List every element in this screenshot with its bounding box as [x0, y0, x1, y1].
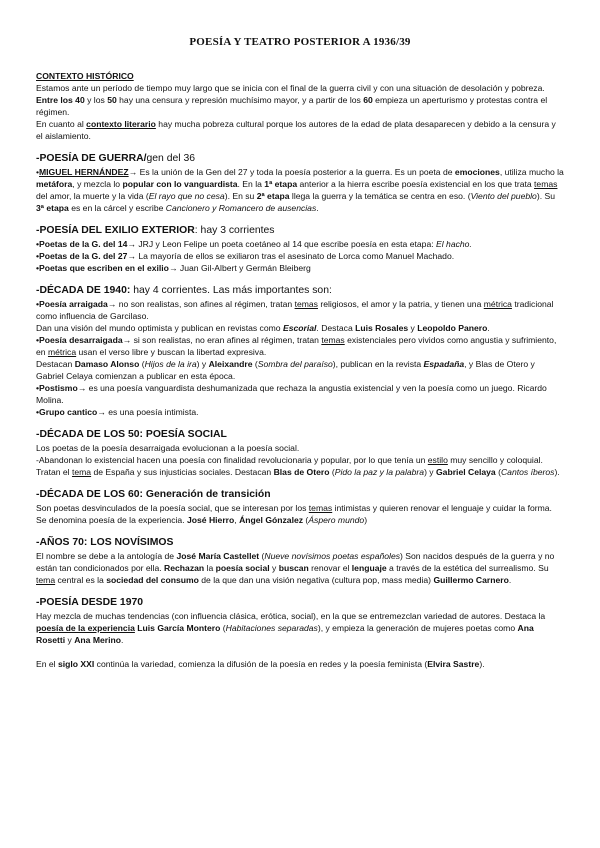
section-desde-1970 [36, 596, 564, 670]
a70-heading: -AÑOS 70: LOS NOVÍSIMOS [36, 537, 174, 548]
section-contexto [36, 70, 564, 142]
d1940-destacan: Destacan Damaso Alonso (Hijos de la ira) y Aleixandre (Sombra del paraíso), publican en la revista Espadaña, y Blas de Otero y Gabriel Celaya comienzan a publicar en esta época. [36, 359, 535, 381]
contexto-paragraph-2: En cuanto al contexto literario hay mucha pobreza cultural porque los autores de la edad de plata desaparecen y debido a la censura y el aislamiento. [36, 119, 556, 141]
section-exilio [36, 224, 564, 274]
contexto-heading: CONTEXTO HISTÓRICO [36, 71, 134, 81]
contexto-paragraph-1: Estamos ante un período de tiempo muy largo que se inicia con el final de la guerra civil y con una situación de desolación y pobreza. Entre los 40 y los 50 hay una censura y represión muchísimo mayor, y a partir de los 60 empieza un aperturismo y protestas contra el régimen. [36, 83, 548, 117]
desde1970-paragraph-1: Hay mezcla de muchas tendencias (con influencia clásica, erótica, social), en la que se entremezclan variedad de autores. Destaca la poesía de la experiencia Luis García Montero (Habitaciones separadas), y empieza la generación de mujeres poetas como Ana Rosetti y Ana Merino. [36, 611, 546, 645]
a70-paragraph: El nombre se debe a la antología de José María Castellet (Nueve novísimos poetas españoles) Son nacidos después de la guerra y no están tan condicionados por ella. Rechazan la poesía social y buscan renovar el lenguaje a través de la estética del surrealismo. Su tema central es la sociedad del consumo de la que dan una visión negativa (cultura pop, mass media) Guillermo Carnero. [36, 551, 555, 585]
guerra-heading: -POESÍA DE GUERRA/gen del 36 [36, 153, 196, 164]
d1940-heading: -DÉCADA DE 1940: hay 4 corrientes. Las más importantes son: [36, 285, 332, 296]
d50-line-2: -Abandonan lo existencial hacen una poesía con finalidad revolucionaria y popular, por lo que tenía un estilo muy sencillo y coloquial. Tratan el tema de España y sus injusticias sociales. Destacan Blas de Otero (Pido la paz y la palabra) y Gabriel Celaya (Cantos íberos). [36, 455, 560, 477]
desde1970-heading: -POESÍA DESDE 1970 [36, 597, 144, 608]
section-50 [36, 428, 564, 478]
d1940-arraigada: •Poesía arraigada→ no son realistas, son afines al régimen, tratan temas religiosos, el amor y la patria, y tienen una métrica tradicional como influencia de Garcilaso. [36, 299, 554, 321]
section-guerra [36, 152, 564, 214]
d1940-postismo: •Postismo→ es una poesía vanguardista deshumanizada que rechaza la angustia existencial y ven la poesía como un juego. Ricardo Molina. [36, 383, 547, 405]
d1940-grupo-cantico: •Grupo cantico→ es una poesía intimista. [36, 407, 199, 417]
d60-paragraph: Son poetas desvinculados de la poesía social, que se interesan por los temas intimistas y quieren renovar el lenguaje y cuidar la forma. Se denomina poesía de la experiencia. José Hierro, Ángel Gónzalez (Áspero mundo) [36, 503, 552, 525]
section-60 [36, 488, 564, 526]
guerra-paragraph: •MIGUEL HERNÁNDEZ→ Es la unión de la Gen del 27 y toda la poesía posterior a la guerra. Es un poeta de emociones, utiliza mucho la metáfora, y mezcla lo popular con lo vanguardista. En la 1ª etapa anterior a la hierra escribe poesía existencial en los que trata temas del amor, la muerte y la vida (El rayo que no cesa). En su 2ª etapa llega la guerra y la temática se centra en eso. (Viento del pueblo). Su 3ª etapa es en la cárcel y escribe Cancionero y Romancero de ausencias. [36, 167, 564, 213]
d50-heading: -DÉCADA DE LOS 50: POESÍA SOCIAL [36, 429, 227, 440]
exilio-item-exilio: •Poetas que escriben en el exilio→ Juan Gil-Albert y Germán Bleiberg [36, 263, 311, 273]
d1940-desarraigada: •Poesía desarraigada→ si son realistas, no eran afines al régimen, tratan temas existenciales pero vividos como angustia y sufrimiento, en métrica usan el verso libre y buscan la libertad expresiva. [36, 335, 557, 357]
section-70 [36, 536, 564, 586]
document-title: POESÍA Y TEATRO POSTERIOR A 1936/39 [189, 36, 411, 48]
desde1970-paragraph-2: En el siglo XXI continúa la variedad, comienza la difusión de la poesía en redes y la poesía feminista (Elvira Sastre). [36, 659, 485, 669]
exilio-heading: -POESÍA DEL EXILIO EXTERIOR: hay 3 corrientes [36, 225, 275, 236]
section-1940 [36, 284, 564, 418]
d60-heading: -DÉCADA DE LOS 60: Generación de transición [36, 489, 271, 500]
d1940-arraigada-cont: Dan una visión del mundo optimista y publican en revistas como Escorial. Destaca Luis Rosales y Leopoldo Panero. [36, 323, 490, 333]
exilio-item-27: •Poetas de la G. del 27→ La mayoría de ellos se exiliaron tras el asesinato de Lorca como Manuel Machado. [36, 251, 455, 261]
exilio-item-14: •Poetas de la G. del 14→ JRJ y Leon Felipe un poeta coetáneo al 14 que escribe poesía en esta etapa: El hacho. [36, 239, 472, 249]
d50-line-1: Los poetas de la poesía desarraigada evolucionan a la poesía social. [36, 443, 300, 453]
